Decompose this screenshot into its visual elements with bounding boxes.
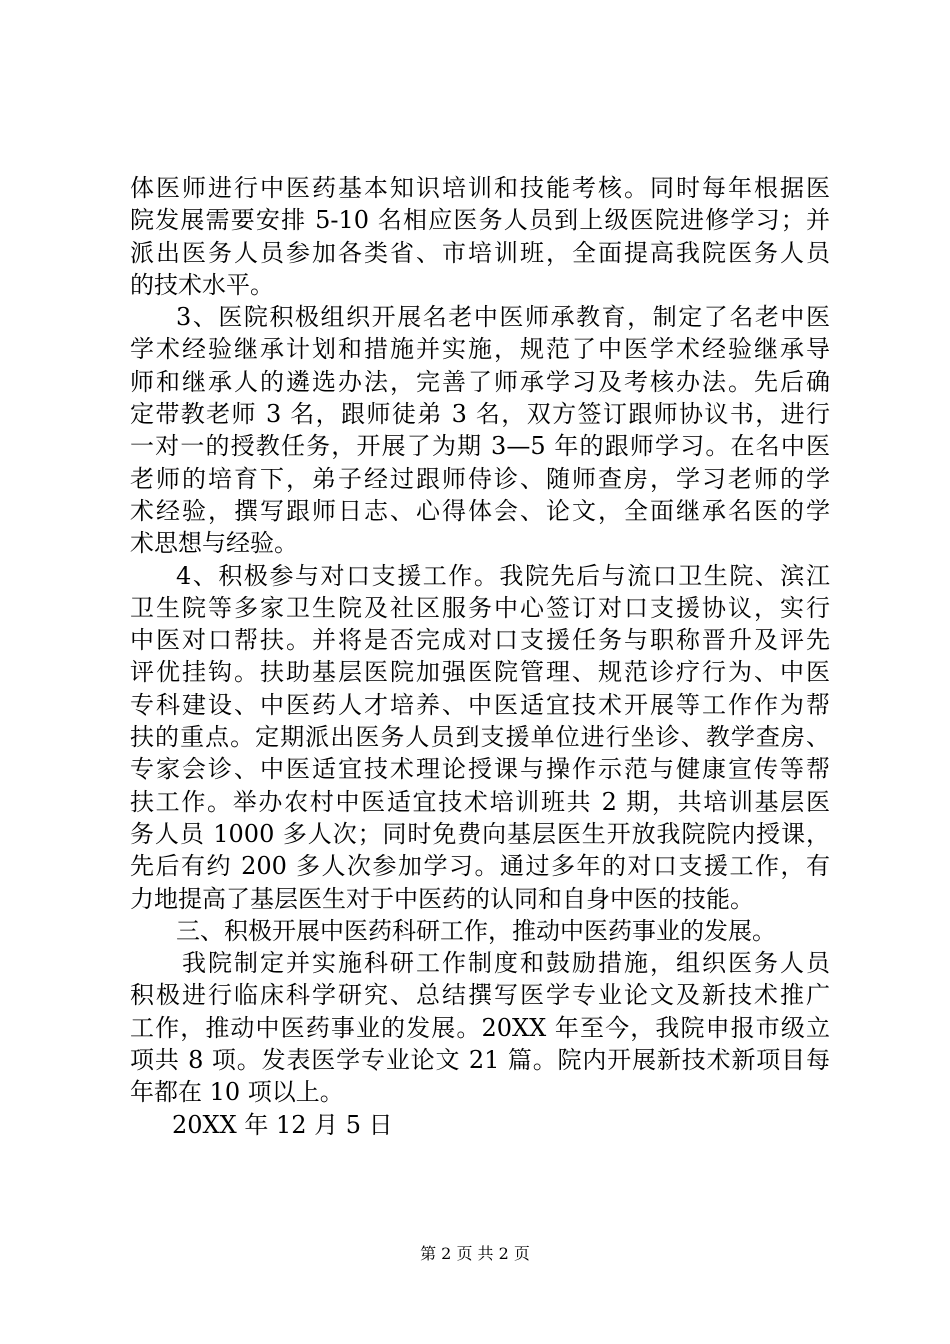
text-line: 三、积极开展中医药科研工作，推动中医药事业的发展。 xyxy=(176,916,776,945)
text-line: 老师的培育下，弟子经过跟师侍诊、随师查房，学习老师的学 xyxy=(130,464,830,493)
text-line: 评优挂钩。扶助基层医院加强医院管理、规范诊疗行为、中医 xyxy=(130,658,830,687)
text-line: 4、积极参与对口支援工作。我院先后与流口卫生院、滨江 xyxy=(176,561,830,590)
text-line: 力地提高了基层医生对于中医药的认同和自身中医的技能。 xyxy=(130,884,754,913)
text-line: 项共 8 项。发表医学专业论文 21 篇。院内开展新技术新项目每 xyxy=(130,1046,830,1075)
text-line: 积极进行临床科学研究、总结撰写医学专业论文及新技术推广 xyxy=(130,981,830,1010)
text-line: 先后有约 200 多人次参加学习。通过多年的对口支援工作，有 xyxy=(130,852,830,881)
text-line: 中医对口帮扶。并将是否完成对口支援任务与职称晋升及评先 xyxy=(130,626,830,655)
text-line: 卫生院等多家卫生院及社区服务中心签订对口支援协议，实行 xyxy=(130,593,830,622)
text-line: 年都在 10 项以上。 xyxy=(130,1078,344,1107)
text-line: 务人员 1000 多人次；同时免费向基层医生开放我院院内授课， xyxy=(130,819,830,848)
text-line: 派出医务人员参加各类省、市培训班，全面提高我院医务人员 xyxy=(130,238,830,267)
text-line: 3、医院积极组织开展名老中医师承教育，制定了名老中医 xyxy=(176,303,830,332)
page-footer: 第 2 页 共 2 页 xyxy=(420,1244,530,1263)
text-line: 术经验，撰写跟师日志、心得体会、论文，全面继承名医的学 xyxy=(130,496,830,525)
text-line: 扶工作。举办农村中医适宜技术培训班共 2 期，共培训基层医 xyxy=(130,787,830,816)
text-line: 专科建设、中医药人才培养、中医适宜技术开展等工作作为帮 xyxy=(130,690,830,719)
text-line: 师和继承人的遴选办法，完善了师承学习及考核办法。先后确 xyxy=(130,367,830,396)
text-line: 的技术水平。 xyxy=(130,270,274,299)
text-line: 一对一的授教任务，开展了为期 3—5 年的跟师学习。在名中医 xyxy=(130,432,830,461)
text-line: 扶的重点。定期派出医务人员到支援单位进行坐诊、教学查房、 xyxy=(130,723,830,752)
document-body xyxy=(130,172,830,1141)
text-line: 定带教老师 3 名，跟师徒弟 3 名，双方签订跟师协议书，进行 xyxy=(130,400,830,429)
text-line: 体医师进行中医药基本知识培训和技能考核。同时每年根据医 xyxy=(130,174,830,202)
text-line: 我院制定并实施科研工作制度和鼓励措施，组织医务人员 xyxy=(182,949,830,978)
text-line: 专家会诊、中医适宜技术理论授课与操作示范与健康宣传等帮 xyxy=(130,755,830,784)
text-line: 院发展需要安排 5-10 名相应医务人员到上级医院进修学习；并 xyxy=(130,206,830,235)
text-line: 学术经验继承计划和措施并实施，规范了中医学术经验继承导 xyxy=(130,335,830,364)
text-line: 工作，推动中医药事业的发展。20XX 年至今，我院申报市级立 xyxy=(130,1013,830,1042)
text-line: 术思想与经验。 xyxy=(130,529,298,558)
text-line: 20XX 年 12 月 5 日 xyxy=(172,1110,393,1139)
